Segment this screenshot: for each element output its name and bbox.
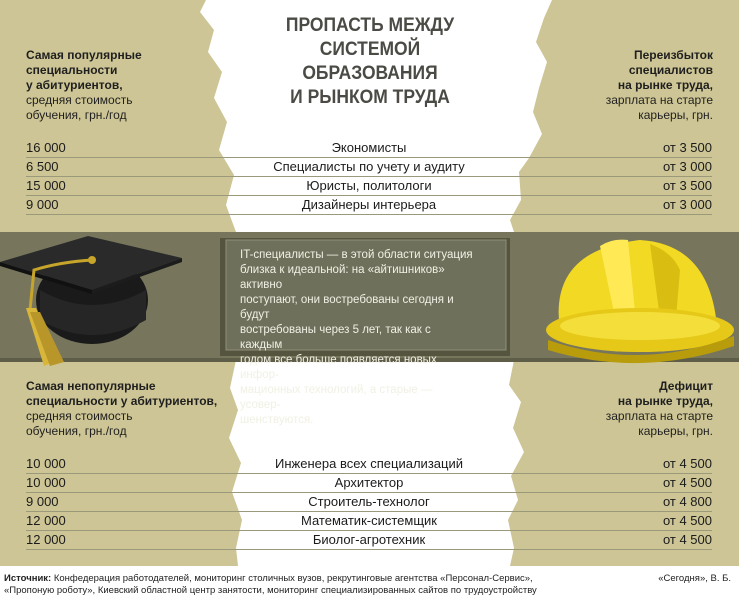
- header-line: зарплата на старте: [605, 93, 713, 107]
- salary-cell: от 3 000: [662, 159, 712, 174]
- cost-cell: 10 000: [26, 456, 66, 471]
- header-line: Переизбыток: [633, 48, 713, 62]
- header-line: Самая популярные: [26, 48, 142, 62]
- profession-cell: Архитектор: [334, 475, 404, 490]
- header-line: обучения, грн./год: [26, 424, 127, 438]
- table-row: [26, 474, 712, 493]
- header-line: карьеры, грн.: [638, 108, 713, 122]
- cost-cell: 9 000: [26, 197, 59, 212]
- source-line-2: «Пропоную роботу», Киевский областной центр занятости, мониторинг специализированных сайтов по трудоустройству: [4, 585, 537, 596]
- salary-cell: от 4 500: [662, 532, 712, 547]
- salary-cell: от 4 500: [662, 513, 712, 528]
- header-line: специальности у абитуриентов,: [26, 394, 218, 408]
- title-line-1: ПРОПАСТЬ МЕЖДУ: [285, 15, 455, 36]
- popular-table: [26, 139, 712, 215]
- note-line: шенствуются.: [240, 414, 314, 426]
- source-label: Источник:: [4, 573, 52, 584]
- top-left-header: [26, 48, 226, 123]
- salary-cell: от 4 500: [662, 475, 712, 490]
- cost-cell: 12 000: [26, 513, 66, 528]
- credit: «Сегодня», В. Б.: [658, 573, 731, 584]
- header-line: Самая непопулярные: [26, 379, 156, 393]
- table-row: [26, 196, 712, 215]
- cost-cell: 16 000: [26, 140, 66, 155]
- cost-cell: 9 000: [26, 494, 59, 509]
- header-line: карьеры, грн.: [638, 424, 713, 438]
- profession-cell: Специалисты по учету и аудиту: [273, 159, 465, 174]
- header-line: Дефицит: [659, 379, 713, 393]
- table-row: [26, 455, 712, 474]
- table-row: [26, 493, 712, 512]
- header-line: у абитуриентов,: [26, 78, 123, 92]
- note-line: поступают, они востребованы сегодня и будут: [240, 294, 454, 321]
- profession-cell: Экономисты: [331, 140, 407, 155]
- profession-cell: Математик-системщик: [301, 513, 437, 528]
- profession-cell: Дизайнеры интерьера: [301, 197, 437, 212]
- header-line: средняя стоимость: [26, 409, 133, 423]
- cost-cell: 15 000: [26, 178, 66, 193]
- header-line: средняя стоимость: [26, 93, 133, 107]
- salary-cell: от 3 500: [662, 140, 712, 155]
- cost-cell: 12 000: [26, 532, 66, 547]
- header-line: на рынке труда,: [617, 78, 713, 92]
- top-right-header: [533, 48, 713, 123]
- table-row: [26, 177, 712, 196]
- note-line: близка к идеальной: на «айтишников» активно: [240, 264, 445, 291]
- table-row: [26, 158, 712, 177]
- title-line-2: СИСТЕМОЙ ОБРАЗОВАНИЯ: [302, 39, 438, 84]
- note-line: востребованы через 5 лет, так как с каждым: [240, 324, 431, 351]
- header-line: специальности: [26, 63, 118, 77]
- salary-cell: от 4 500: [662, 456, 712, 471]
- bottom-left-header: [26, 379, 246, 439]
- header-line: зарплата на старте: [605, 409, 713, 423]
- source-footer: [4, 573, 624, 597]
- profession-cell: Строитель-технолог: [308, 494, 430, 509]
- header-line: на рынке труда,: [617, 394, 713, 408]
- title-line-3: И РЫНКОМ ТРУДА: [290, 87, 450, 108]
- table-row: [26, 531, 712, 550]
- source-line-1: Конфедерация работодателей, мониторинг столичных вузов, рекрутинговые агентства «Персонал-Сервис»,: [53, 573, 533, 584]
- table-row: [26, 139, 712, 158]
- header-line: обучения, грн./год: [26, 108, 127, 122]
- it-note: [240, 248, 476, 428]
- salary-cell: от 3 500: [662, 178, 712, 193]
- profession-cell: Юристы, политологи: [306, 178, 432, 193]
- profession-cell: Инженера всех специализаций: [275, 456, 463, 471]
- salary-cell: от 3 000: [662, 197, 712, 212]
- cost-cell: 6 500: [26, 159, 59, 174]
- header-line: специалистов: [628, 63, 713, 77]
- note-line: годом все больше появляется новых инфор-: [240, 354, 437, 381]
- note-line: IT-специалисты — в этой области ситуация: [240, 249, 473, 261]
- cost-cell: 10 000: [26, 475, 66, 490]
- table-row: [26, 512, 712, 531]
- note-line: мационных технологий, а старые — усовер-: [240, 384, 433, 411]
- salary-cell: от 4 800: [662, 494, 712, 509]
- bottom-right-header: [533, 379, 713, 439]
- unpopular-table: [26, 455, 712, 550]
- profession-cell: Биолог-агротехник: [312, 532, 426, 547]
- page-title: [250, 14, 489, 110]
